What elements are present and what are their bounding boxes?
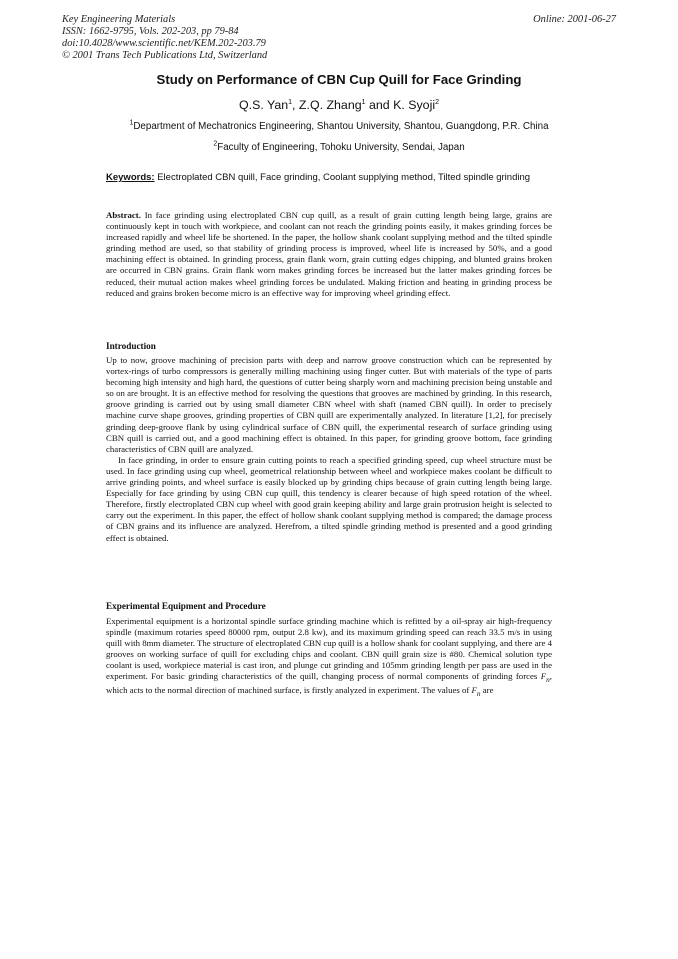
doi-line: doi:10.4028/www.scientific.net/KEM.202-203.79 [62,38,266,49]
paragraph-text: are [480,685,494,696]
journal-name: Key Engineering Materials [62,14,176,25]
online-date: Online: 2001-06-27 [533,14,616,25]
copyright-line: © 2001 Trans Tech Publications Ltd, Switzerland [62,50,268,61]
author-list [0,98,678,112]
citation-header [62,14,267,62]
affiliation-mark: 1 [361,98,366,106]
paragraph: In face grinding, in order to ensure grain cutting points to reach a specified grinding speed, cup wheel structure must be used. In face grinding using cup wheel, geometrical relationship between wheel and workpiece makes coolant be difficult to arrive grinding points, and wheel surface is easily blocked up by grinding chips because of grain cutting length being large. Especially for face grinding by using CBN cup quill, this tendency is clearer because of high speed rotation of the wheel. Therefore, firstly electroplated CBN cup wheel with good grain keeping ability and large grain protrusion height is selected to carry out the experiment. In this paper, the effect of hollow shank coolant supplying method is compared; the damage process of CBN grains and its influence are analyzed. Herefrom, a tilted spindle grinding method is presented and a good grinding effect is obtained. [106,454,552,543]
affiliation-text: Department of Mechatronics Engineering, Shantou University, Shantou, Guangdong, P.R. China [133,121,549,132]
abstract [106,210,552,299]
paper-title: Study on Performance of CBN Cup Quill for Face Grinding [156,72,522,87]
affiliation-2 [0,142,678,153]
keywords-text: Electroplated CBN quill, Face grinding, Coolant supplying method, Tilted spindle grinding [154,172,531,183]
section-heading-experimental: Experimental Equipment and Procedure [106,601,266,611]
paragraph-text: Experimental equipment is a horizontal spindle surface grinding machine which is refitted by a oil-spray air high-frequency spindle (maximum rotaries speed 80000 rpm, output 2.8 kw), and its maximum grinding speed can reach 33.5 m/s in using quill with 8mm diameter. The structure of electroplated CBN cup quill is a hollow shank for coolant supplying, and there are 4 grooves on working surface of quill for excluding chips and coolant. CBN quill grain size is #80. Chemical solution type coolant is used, workpiece material is cast iron, and plunge cut grinding and 105mm grinding length per pass are used in the experiment. For basic grinding characteristics of the quill, changing process of normal components of grinding forces [106,616,552,682]
affiliation-mark: 1 [129,119,134,127]
affiliation-text: Faculty of Engineering, Tohoku University, Sendai, Japan [217,142,465,153]
keywords-label: Keywords: [106,172,155,183]
paragraph-text: , which acts to the normal direction of machined surface, is firstly analyzed in experiment. The values of [106,671,552,696]
abstract-text: In face grinding using electroplated CBN cup quill, as a result of grain cutting length being large, grains are continuously kept in touch with workpiece, and coolant can not reach the grinding points easily, it makes grinding forces be increased rapidly and wheel life be shortened. In the paper, the hollow shank coolant supplying method and the tilted spindle grinding method are used, so that stability of grinding process is improved, wheel life is increased by 50%, and a good machining effect is obtained. In grinding process, grain flank worn, grain cutting edges chipping, and blunted grains broken are occurred in CBN grains. Grain flank worn makes grinding forces be increased but the latter makes grinding forces be reduced, their mutual action makes wheel grinding forces be undulated. Making friction and heating in grinding process be reduced and grains broken become micro is an effective way for improving wheel grinding effect. [106,210,552,298]
author-name: , Z.Q. Zhang [292,98,362,112]
math-symbol-fn: $F_n$ [540,671,550,685]
paragraph: Up to now, groove machining of precision parts with deep and narrow groove construction which can be represented by vortex-rings of turbo compressors is generally milling machining using finger cutter. But with materials of the type of parts becoming high intensity and high hard, the questions of cutter being sharply worn and machining precision being unstable and so on are brought. It is an effective method for resolving the questions that grooves are machined by grinding. In this research, groove grinding is carried out by using small diameter CBN wheel with shaft (named CBN quill). In order to precisely machine curve shape grooves, grinding properties of CBN quill are experimentally analyzed. In literature [1,2], for precisely grinding deep-groove flank by using cylindrical surface of CBN quill, the experimental research of surface grinding using CBN quill is carried out, and a good machining effect is obtained. In this paper, for grinding groove bottom, face grinding characteristics of CBN quill are analyzed. [106,355,552,454]
affiliation-mark: 2 [213,140,218,148]
affiliation-mark: 1 [288,98,293,106]
affiliation-mark: 2 [435,98,439,106]
issn-line: ISSN: 1662-9795, Vols. 202-203, pp 79-84 [62,26,239,37]
math-symbol-fn: $F_n$ [471,685,481,699]
experimental-section [106,616,552,699]
keywords [106,172,552,184]
author-name: and K. Syoji [365,98,436,112]
section-heading-introduction: Introduction [106,341,156,351]
abstract-label: Abstract. [106,210,141,220]
introduction-section [106,355,552,544]
affiliation-1 [0,121,678,132]
author-name: Q.S. Yan [239,98,289,112]
